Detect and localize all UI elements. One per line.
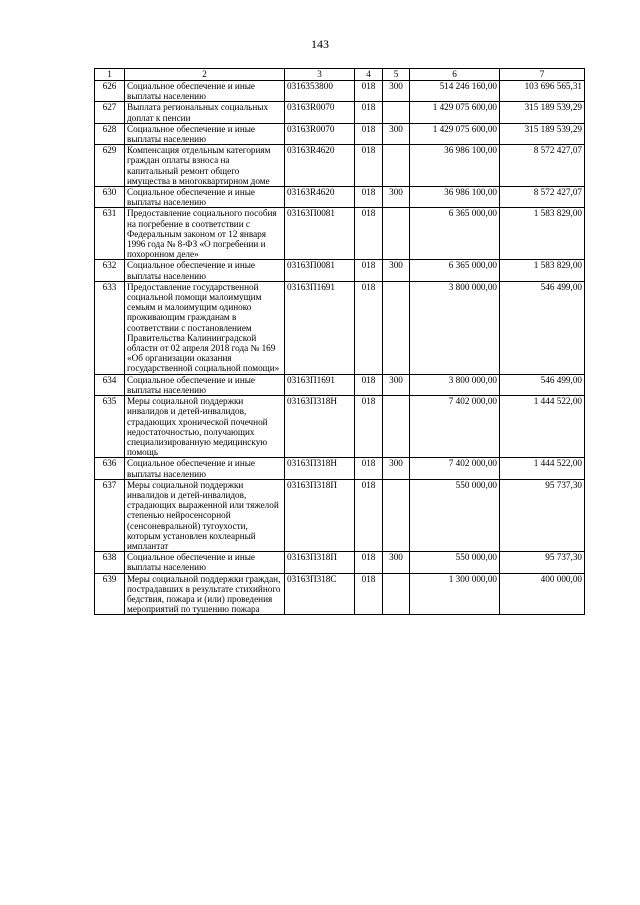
- department-code: 018: [355, 479, 383, 551]
- expense-type-code: 300: [383, 187, 410, 208]
- department-code: 018: [355, 145, 383, 187]
- target-article-code: 03163R4620: [285, 145, 355, 187]
- expense-type-code: 300: [383, 260, 410, 281]
- item-name: Меры социальной поддержки граждан, пострадавших в результате стихийного бедствия, пожара и (или) проведения мероприятий по тушению пожара: [125, 573, 285, 615]
- approved-amount: 36 986 100,00: [410, 145, 500, 187]
- column-number-row: [95, 69, 585, 81]
- target-article-code: 03163R0070: [285, 102, 355, 123]
- approved-amount: 7 402 000,00: [410, 396, 500, 458]
- target-article-code: 03163П318Н: [285, 396, 355, 458]
- expense-type-code: [383, 102, 410, 123]
- table-row: [95, 81, 585, 102]
- table-row: [95, 145, 585, 187]
- executed-amount: 546 499,00: [500, 281, 585, 374]
- approved-amount: 1 300 000,00: [410, 573, 500, 615]
- expense-type-code: 300: [383, 81, 410, 102]
- item-name: Социальное обеспечение и иные выплаты населению: [125, 552, 285, 573]
- target-article-code: 03163П318П: [285, 552, 355, 573]
- executed-amount: 1 444 522,00: [500, 396, 585, 458]
- target-article-code: 03163R0070: [285, 123, 355, 144]
- department-code: 018: [355, 552, 383, 573]
- approved-amount: 1 429 075 600,00: [410, 123, 500, 144]
- row-number: 629: [95, 145, 125, 187]
- item-name: Предоставление социального пособия на погребение в соответствии с Федеральным законом от 12 января 1996 года № 8-ФЗ «О погребении и похоронном деле»: [125, 208, 285, 260]
- column-header: 2: [125, 69, 285, 81]
- department-code: 018: [355, 260, 383, 281]
- target-article-code: 03163П0081: [285, 208, 355, 260]
- row-number: 630: [95, 187, 125, 208]
- table-row: [95, 458, 585, 479]
- target-article-code: 03163П318П: [285, 479, 355, 551]
- item-name: Предоставление государственной социальной помощи малоимущим семьям и малоимущим одиноко проживающим гражданам в соответствии с постановлением Правительства Калининградской области от 02 апреля 2018 года № 169 «Об организации оказания государственной социальной помощи»: [125, 281, 285, 374]
- row-number: 635: [95, 396, 125, 458]
- expense-type-code: 300: [383, 123, 410, 144]
- approved-amount: 7 402 000,00: [410, 458, 500, 479]
- row-number: 639: [95, 573, 125, 615]
- approved-amount: 3 800 000,00: [410, 374, 500, 395]
- department-code: 018: [355, 281, 383, 374]
- row-number: 636: [95, 458, 125, 479]
- table-row: [95, 396, 585, 458]
- item-name: Меры социальной поддержки инвалидов и детей-инвалидов, страдающих хронической почечной недостаточностью, получающих специализированную медицинскую помощь: [125, 396, 285, 458]
- department-code: 018: [355, 208, 383, 260]
- row-number: 627: [95, 102, 125, 123]
- expense-type-code: [383, 281, 410, 374]
- column-header: 3: [285, 69, 355, 81]
- table-row: [95, 123, 585, 144]
- department-code: 018: [355, 458, 383, 479]
- table-row: [95, 552, 585, 573]
- row-number: 633: [95, 281, 125, 374]
- executed-amount: 103 696 565,31: [500, 81, 585, 102]
- row-number: 637: [95, 479, 125, 551]
- item-name: Социальное обеспечение и иные выплаты населению: [125, 81, 285, 102]
- department-code: 018: [355, 81, 383, 102]
- executed-amount: 1 583 829,00: [500, 260, 585, 281]
- item-name: Меры социальной поддержки инвалидов и детей-инвалидов, страдающих выраженной или тяжелой степенью нейросенсорной (сенсоневральной) тугоухости, которым установлен кохлеарный имплантат: [125, 479, 285, 551]
- table-row: [95, 281, 585, 374]
- approved-amount: 6 365 000,00: [410, 260, 500, 281]
- target-article-code: 0316353800: [285, 81, 355, 102]
- target-article-code: 03163П318С: [285, 573, 355, 615]
- column-header: 7: [500, 69, 585, 81]
- table-row: [95, 374, 585, 395]
- department-code: 018: [355, 573, 383, 615]
- executed-amount: 8 572 427,07: [500, 145, 585, 187]
- row-number: 632: [95, 260, 125, 281]
- target-article-code: 03163R4620: [285, 187, 355, 208]
- budget-table: [94, 68, 585, 615]
- page-number: 143: [311, 37, 329, 51]
- table-row: [95, 208, 585, 260]
- column-header: 6: [410, 69, 500, 81]
- table-row: [95, 187, 585, 208]
- approved-amount: 550 000,00: [410, 479, 500, 551]
- executed-amount: 8 572 427,07: [500, 187, 585, 208]
- department-code: 018: [355, 396, 383, 458]
- expense-type-code: 300: [383, 458, 410, 479]
- table-row: [95, 102, 585, 123]
- executed-amount: 315 189 539,29: [500, 102, 585, 123]
- department-code: 018: [355, 374, 383, 395]
- item-name: Социальное обеспечение и иные выплаты населению: [125, 123, 285, 144]
- item-name: Социальное обеспечение и иные выплаты населению: [125, 458, 285, 479]
- expense-type-code: [383, 145, 410, 187]
- row-number: 634: [95, 374, 125, 395]
- approved-amount: 6 365 000,00: [410, 208, 500, 260]
- expense-type-code: 300: [383, 374, 410, 395]
- approved-amount: 514 246 160,00: [410, 81, 500, 102]
- approved-amount: 3 800 000,00: [410, 281, 500, 374]
- executed-amount: 400 000,00: [500, 573, 585, 615]
- department-code: 018: [355, 102, 383, 123]
- executed-amount: 95 737,30: [500, 479, 585, 551]
- target-article-code: 03163П1691: [285, 281, 355, 374]
- table-body: [95, 81, 585, 615]
- expense-type-code: [383, 573, 410, 615]
- executed-amount: 315 189 539,29: [500, 123, 585, 144]
- item-name: Социальное обеспечение и иные выплаты населению: [125, 260, 285, 281]
- approved-amount: 36 986 100,00: [410, 187, 500, 208]
- row-number: 631: [95, 208, 125, 260]
- executed-amount: 546 499,00: [500, 374, 585, 395]
- expense-type-code: [383, 396, 410, 458]
- item-name: Социальное обеспечение и иные выплаты населению: [125, 374, 285, 395]
- executed-amount: 95 737,30: [500, 552, 585, 573]
- row-number: 626: [95, 81, 125, 102]
- item-name: Выплата региональных социальных доплат к пенсии: [125, 102, 285, 123]
- target-article-code: 03163П1691: [285, 374, 355, 395]
- table-row: [95, 479, 585, 551]
- expense-type-code: [383, 479, 410, 551]
- expense-type-code: [383, 208, 410, 260]
- row-number: 628: [95, 123, 125, 144]
- target-article-code: 03163П0081: [285, 260, 355, 281]
- column-header: 5: [383, 69, 410, 81]
- executed-amount: 1 583 829,00: [500, 208, 585, 260]
- approved-amount: 1 429 075 600,00: [410, 102, 500, 123]
- item-name: Компенсация отдельным категориям граждан оплаты взноса на капитальный ремонт общего имущества в многоквартирном доме: [125, 145, 285, 187]
- department-code: 018: [355, 123, 383, 144]
- column-header: 1: [95, 69, 125, 81]
- column-header: 4: [355, 69, 383, 81]
- expense-type-code: 300: [383, 552, 410, 573]
- table-row: [95, 573, 585, 615]
- item-name: Социальное обеспечение и иные выплаты населению: [125, 187, 285, 208]
- executed-amount: 1 444 522,00: [500, 458, 585, 479]
- row-number: 638: [95, 552, 125, 573]
- approved-amount: 550 000,00: [410, 552, 500, 573]
- department-code: 018: [355, 187, 383, 208]
- target-article-code: 03163П318Н: [285, 458, 355, 479]
- table-row: [95, 260, 585, 281]
